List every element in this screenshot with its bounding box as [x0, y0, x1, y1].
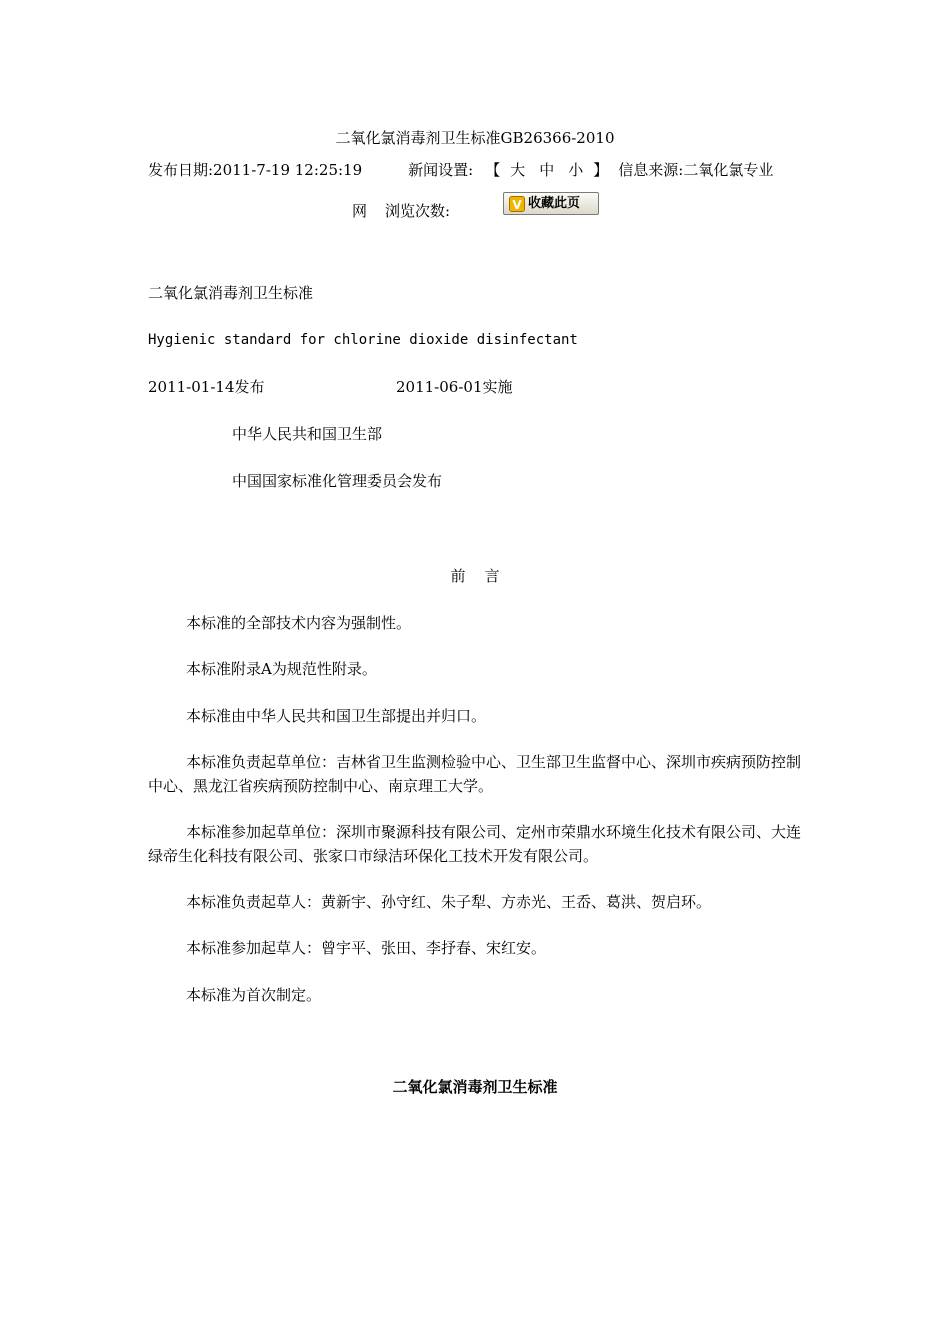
page-title: 二氧化氯消毒剂卫生标准GB26366-2010 [335, 129, 615, 147]
doc-name-en: Hygienic standard for chlorine dioxide disinfectant [148, 332, 578, 348]
foreword-paragraph: 本标准参加起草人：曾宇平、张田、李抒春、宋红安。 [186, 939, 547, 957]
foreword-paragraph: 本标准由中华人民共和国卫生部提出并归口。 [186, 707, 487, 725]
release-date: 2011-01-14发布 [148, 378, 265, 396]
favorite-icon: V [509, 196, 525, 212]
foreword-paragraph: 本标准负责起草单位：吉林省卫生监测检验中心、卫生部卫生监督中心、深圳市疾病预防控制中心、黑龙江省疾病预防控制中心、南京理工大学。 [148, 753, 802, 795]
bracket-open: 【 [485, 161, 501, 179]
font-size-small-link[interactable]: 小 [568, 161, 584, 179]
news-settings-label: 新闻设置: [408, 161, 474, 179]
meta-line [148, 158, 808, 182]
section-title: 二氧化氯消毒剂卫生标准 [392, 1078, 558, 1096]
meta-line-2 [352, 199, 450, 223]
favorite-button-label: 收藏此页 [528, 195, 581, 211]
foreword-paragraph: 本标准附录A为规范性附录。 [186, 660, 377, 678]
publish-date: 发布日期:2011-7-19 12:25:19 [148, 161, 363, 179]
bracket-close: 】 [593, 161, 609, 179]
foreword-paragraph: 本标准为首次制定。 [186, 986, 322, 1004]
foreword-paragraph: 本标准的全部技术内容为强制性。 [186, 614, 412, 632]
foreword-paragraph: 本标准参加起草单位：深圳市聚源科技有限公司、定州市荣鼎水环境生化技术有限公司、大连绿帝生化科技有限公司、张家口市绿洁环保化工技术开发有限公司。 [148, 823, 802, 865]
info-source: 信息来源:二氧化氯专业 [618, 161, 774, 179]
font-size-large-link[interactable]: 大 [510, 161, 526, 179]
foreword-heading: 前 言 [450, 567, 500, 585]
favorite-button[interactable] [503, 192, 599, 215]
font-size-medium-link[interactable]: 中 [539, 161, 555, 179]
views-label: 浏览次数: [385, 202, 451, 220]
implement-date: 2011-06-01实施 [396, 378, 513, 396]
info-source-cont: 网 [352, 202, 368, 220]
issuer-1: 中华人民共和国卫生部 [232, 425, 383, 443]
issuer-2: 中国国家标准化管理委员会发布 [232, 472, 443, 490]
foreword-paragraph: 本标准负责起草人：黄新宇、孙守红、朱子犁、方赤光、王岙、葛洪、贺启环。 [186, 893, 712, 911]
doc-name-cn: 二氧化氯消毒剂卫生标准 [148, 284, 314, 302]
